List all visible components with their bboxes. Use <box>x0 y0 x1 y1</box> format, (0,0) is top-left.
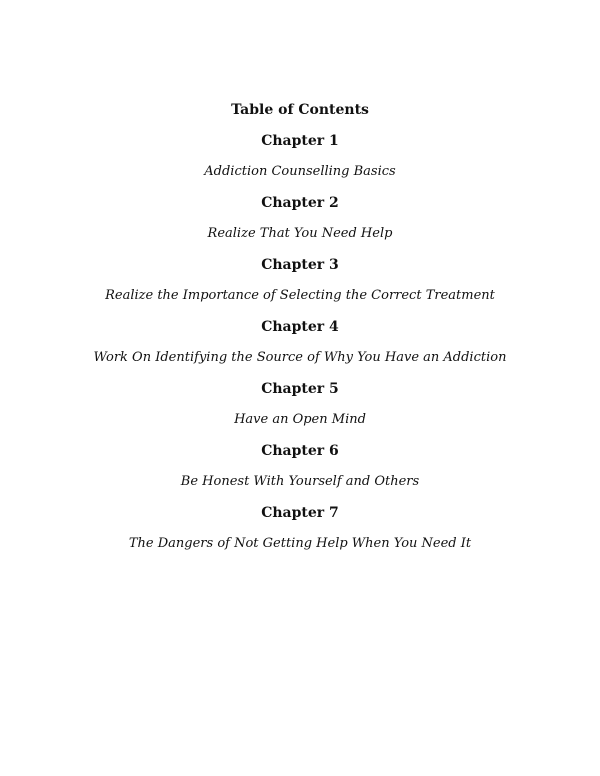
chapter-heading: Chapter 5 <box>261 381 339 397</box>
toc-entry-chapter-1 <box>0 131 600 182</box>
chapter-heading: Chapter 2 <box>261 195 339 211</box>
toc-entry-chapter-3 <box>0 255 600 306</box>
chapter-title: Realize the Importance of Selecting the Correct Treatment <box>105 288 495 303</box>
toc-entry-chapter-4 <box>0 317 600 368</box>
chapter-heading: Chapter 7 <box>261 505 339 521</box>
chapter-heading: Chapter 6 <box>261 443 339 459</box>
toc-title: Table of Contents <box>231 102 369 118</box>
chapter-heading: Chapter 1 <box>261 133 339 149</box>
toc-entry-chapter-6 <box>0 441 600 492</box>
chapter-title: Have an Open Mind <box>234 412 366 427</box>
chapter-heading: Chapter 3 <box>261 257 339 273</box>
chapter-title: Work On Identifying the Source of Why You Have an Addiction <box>93 350 507 365</box>
chapter-title: Addiction Counselling Basics <box>204 164 396 179</box>
table-of-contents <box>0 100 600 565</box>
toc-entry-chapter-7 <box>0 503 600 554</box>
chapter-title: The Dangers of Not Getting Help When You Need It <box>128 536 472 551</box>
chapter-title: Realize That You Need Help <box>207 226 393 241</box>
toc-entry-chapter-2 <box>0 193 600 244</box>
chapter-heading: Chapter 4 <box>261 319 339 335</box>
chapter-title: Be Honest With Yourself and Others <box>180 474 420 489</box>
toc-entry-chapter-5 <box>0 379 600 430</box>
